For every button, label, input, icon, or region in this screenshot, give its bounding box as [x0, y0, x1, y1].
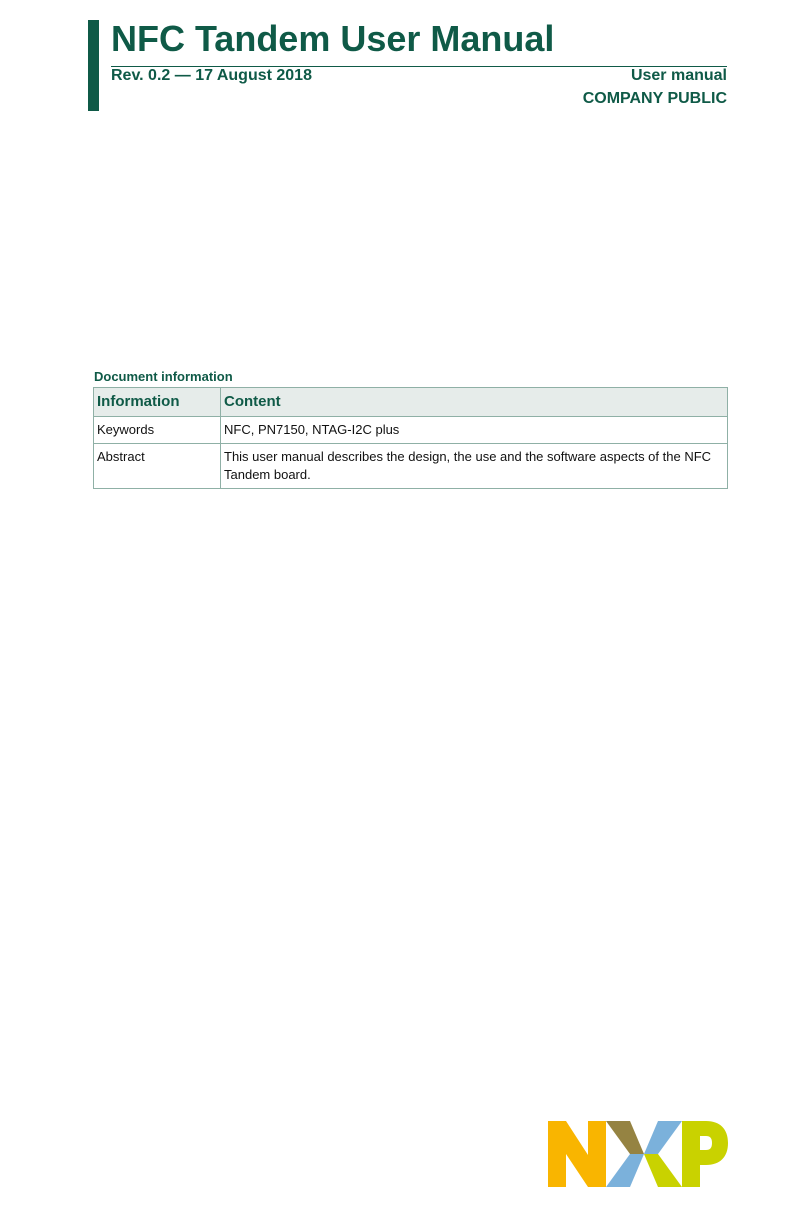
nxp-logo-p	[682, 1121, 728, 1187]
table-header-content: Content	[221, 388, 728, 417]
keywords-value: NFC, PN7150, NTAG-I2C plus	[221, 417, 728, 444]
abstract-label: Abstract	[94, 444, 221, 489]
abstract-value: This user manual describes the design, the use and the software aspects of the NFC Tandem board.	[221, 444, 728, 489]
nxp-logo-x-bottom-left	[606, 1154, 644, 1187]
document-classification: COMPANY PUBLIC	[582, 90, 727, 107]
document-information-caption: Document information	[94, 369, 233, 384]
table-header-row	[94, 388, 728, 417]
header-accent-bar	[88, 20, 99, 111]
document-revision: Rev. 0.2 — 17 August 2018	[111, 67, 312, 84]
nxp-logo-n	[548, 1121, 606, 1187]
document-type: User manual	[630, 67, 727, 84]
nxp-logo-x-top-left	[606, 1121, 644, 1154]
nxp-logo	[548, 1121, 728, 1187]
table-row	[94, 417, 728, 444]
nxp-logo-x-bottom-right	[644, 1154, 682, 1187]
document-title: NFC Tandem User Manual	[111, 18, 555, 59]
table-header-information: Information	[94, 388, 221, 417]
document-information-table	[93, 387, 728, 489]
nxp-logo-x-top-right	[644, 1121, 682, 1154]
table-row	[94, 444, 728, 489]
keywords-label: Keywords	[94, 417, 221, 444]
